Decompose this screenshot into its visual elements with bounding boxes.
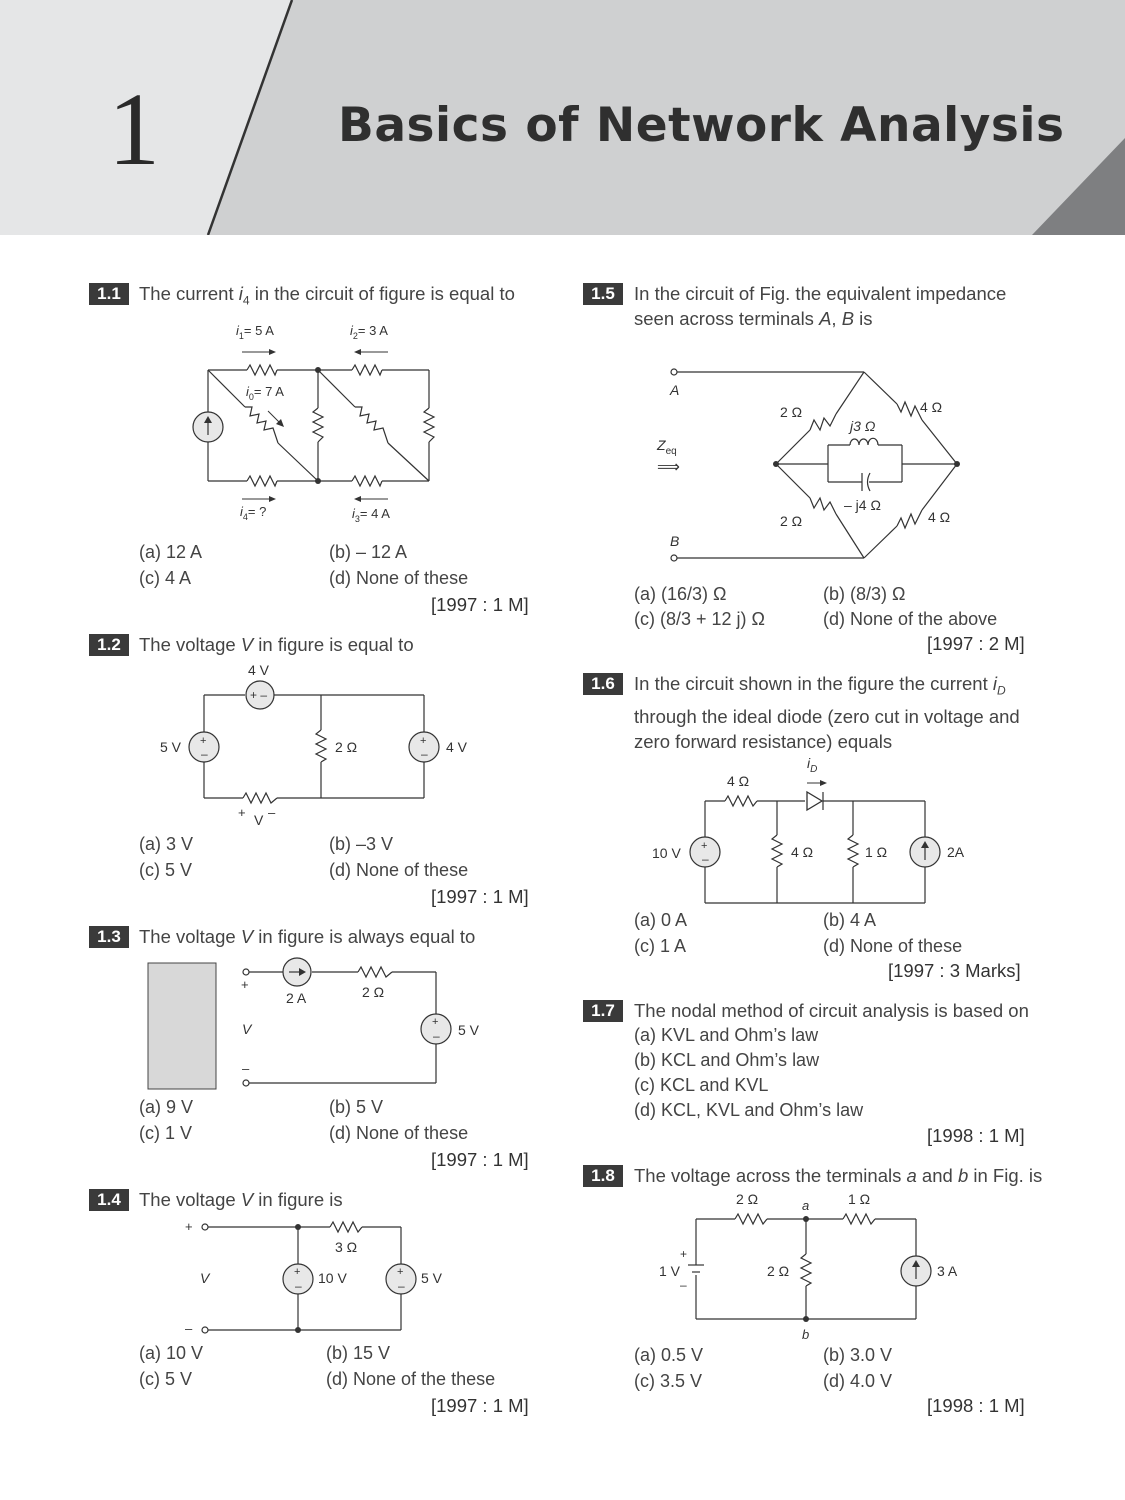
year-tag: [1997 : 1 M] <box>431 886 529 907</box>
circuit-figure-1-1 <box>180 315 460 530</box>
question-text: The voltage across the terminals a and b in Fig. is <box>634 1165 1043 1186</box>
svg-text:4 V: 4 V <box>446 739 468 755</box>
question-number: 1.4 <box>89 1189 129 1211</box>
option-c[interactable]: (c) KCL and KVL <box>634 1075 769 1095</box>
svg-text:i1= 5 A: $i_1= 5$ A <box>236 323 274 341</box>
option-b[interactable]: (b) 15 V <box>326 1343 391 1363</box>
circuit-figure-1-5 <box>650 360 980 570</box>
svg-text:–: – <box>421 747 428 761</box>
svg-text:10 V: 10 V <box>318 1270 347 1286</box>
svg-text:2 A: 2 A <box>286 990 307 1006</box>
svg-text:4 V: 4 V <box>248 662 270 678</box>
svg-text:–: – <box>680 1278 687 1292</box>
year-tag: [1998 : 1 M] <box>927 1395 1025 1416</box>
option-d[interactable]: (d) None of these <box>823 936 963 956</box>
option-b[interactable]: (b) 4 A <box>823 910 877 930</box>
option-d[interactable]: (d) None of the these <box>326 1369 496 1389</box>
svg-text:2 Ω: 2 Ω <box>767 1263 790 1279</box>
question-text: The voltage V in figure is <box>139 1189 343 1210</box>
option-b[interactable]: (b) –3 V <box>329 834 394 854</box>
svg-text:–: – <box>185 1321 193 1336</box>
svg-text:2 Ω: 2 Ω <box>780 404 803 420</box>
svg-text:i4= ?: $i_4=$ ? <box>240 504 267 522</box>
circuit-figure-1-3 <box>140 955 500 1095</box>
option-d[interactable]: (d) 4.0 V <box>823 1371 893 1391</box>
svg-text:a: a <box>802 1198 810 1213</box>
svg-text:+: + <box>432 1016 439 1028</box>
option-d[interactable]: (d) None of the above <box>823 609 998 629</box>
svg-text:–: – <box>201 747 208 761</box>
option-a[interactable]: (a) KVL and Ohm’s law <box>634 1025 819 1045</box>
option-b[interactable]: (b) 3.0 V <box>823 1345 893 1365</box>
svg-text:2 Ω: 2 Ω <box>736 1191 759 1207</box>
question-text: The nodal method of circuit analysis is based on <box>634 1000 1029 1021</box>
question-number: 1.1 <box>89 283 129 305</box>
svg-text:A: A <box>670 382 680 398</box>
svg-text:V: V <box>254 812 264 828</box>
svg-text:–: – <box>242 1061 250 1076</box>
svg-text:+ –: + – <box>250 688 268 702</box>
year-tag: [1997 : 1 M] <box>431 1395 529 1416</box>
svg-text:5 V: 5 V <box>160 739 182 755</box>
question-number: 1.5 <box>583 283 623 305</box>
svg-text:– j4 Ω: – j4 Ω <box>844 497 881 513</box>
option-c[interactable]: (c) (8/3 + 12 j) Ω <box>634 609 765 629</box>
svg-text:i3= 4 A: $i_3= 4$ A <box>352 506 390 524</box>
option-c[interactable]: (c) 5 V <box>139 860 193 880</box>
svg-text:4 Ω: 4 Ω <box>791 844 814 860</box>
svg-text:5 V: 5 V <box>421 1270 443 1286</box>
svg-text:–: – <box>295 1279 302 1293</box>
svg-text:+: + <box>680 1247 688 1261</box>
option-a[interactable]: (a) 3 V <box>139 834 194 854</box>
circuit-figure-1-6 <box>645 755 985 910</box>
question-text: The voltage V in figure is always equal to <box>139 926 476 947</box>
question-text: In the circuit shown in the figure the current $i_D$ through the ideal diode (zero cut in voltage and zero forward resistance) equals <box>634 673 1020 752</box>
option-b[interactable]: (b) – 12 A <box>329 542 408 562</box>
circuit-figure-1-4 <box>180 1212 480 1342</box>
svg-text:+: + <box>238 805 246 820</box>
svg-text:4 Ω: 4 Ω <box>920 399 943 415</box>
option-c[interactable]: (c) 1 V <box>139 1123 193 1143</box>
option-b[interactable]: (b) (8/3) Ω <box>823 584 906 604</box>
option-c[interactable]: (c) 3.5 V <box>634 1371 703 1391</box>
svg-text:2 Ω: 2 Ω <box>362 984 385 1000</box>
svg-text:4 Ω: 4 Ω <box>727 773 750 789</box>
option-b[interactable]: (b) 5 V <box>329 1097 384 1117</box>
svg-text:b: b <box>802 1327 810 1342</box>
svg-text:1 Ω: 1 Ω <box>848 1191 871 1207</box>
option-a[interactable]: (a) (16/3) Ω <box>634 584 727 604</box>
svg-text:–: – <box>433 1029 440 1043</box>
svg-text:3 A: 3 A <box>937 1263 958 1279</box>
option-b[interactable]: (b) KCL and Ohm’s law <box>634 1050 820 1070</box>
svg-text:V: V <box>242 1021 252 1037</box>
svg-text:iD: $i_D$ <box>807 755 818 775</box>
svg-text:+: + <box>701 840 708 852</box>
option-c[interactable]: (c) 4 A <box>139 568 192 588</box>
option-c[interactable]: (c) 1 A <box>634 936 687 956</box>
svg-text:Zeq: $Z_{eq}$ <box>657 437 677 457</box>
svg-text:⟹: ⟹ <box>657 459 680 476</box>
circuit-figure-1-2 <box>150 660 490 830</box>
question-text: The voltage V in figure is equal to <box>139 634 414 655</box>
year-tag: [1997 : 3 Marks] <box>888 960 1021 981</box>
svg-text:10 V: 10 V <box>652 845 681 861</box>
svg-text:–: – <box>702 852 709 866</box>
svg-text:3 Ω: 3 Ω <box>335 1239 358 1255</box>
option-a[interactable]: (a) 9 V <box>139 1097 194 1117</box>
svg-text:–: – <box>398 1279 405 1293</box>
svg-text:4 Ω: 4 Ω <box>928 509 951 525</box>
option-a[interactable]: (a) 0 A <box>634 910 688 930</box>
svg-text:+: + <box>397 1266 404 1278</box>
year-tag: [1997 : 2 M] <box>927 633 1025 654</box>
option-d[interactable]: (d) None of these <box>329 568 469 588</box>
svg-text:j3 Ω: j3 Ω <box>850 418 876 434</box>
svg-text:+: + <box>185 1219 193 1234</box>
question-number: 1.2 <box>89 634 129 656</box>
question-number: 1.3 <box>89 926 129 948</box>
chapter-header <box>0 0 1125 235</box>
question-text: The current $i_4$ in the circuit of figure is equal to <box>139 283 515 308</box>
option-a[interactable]: (a) 12 A <box>139 542 203 562</box>
year-tag: [1998 : 1 M] <box>927 1125 1025 1146</box>
svg-text:+: + <box>241 977 249 992</box>
option-d[interactable]: (d) None of these <box>329 1123 469 1143</box>
chapter-title: Basics of Network Analysis <box>338 98 1065 153</box>
option-a[interactable]: (a) 0.5 V <box>634 1345 704 1365</box>
svg-text:2 Ω: 2 Ω <box>335 739 358 755</box>
svg-text:1 Ω: 1 Ω <box>865 844 888 860</box>
option-c[interactable]: (c) 5 V <box>139 1369 193 1389</box>
svg-text:5 V: 5 V <box>458 1022 480 1038</box>
option-d[interactable]: (d) KCL, KVL and Ohm’s law <box>634 1100 864 1120</box>
year-tag: [1997 : 1 M] <box>431 1149 529 1170</box>
question-number: 1.7 <box>583 1000 623 1022</box>
svg-text:+: + <box>420 735 427 747</box>
chapter-number: 1 <box>108 72 160 187</box>
svg-text:+: + <box>200 735 207 747</box>
svg-text:–: – <box>268 805 276 820</box>
svg-text:+: + <box>294 1266 301 1278</box>
svg-text:2A: 2A <box>947 844 965 860</box>
svg-text:1 V: 1 V <box>659 1263 681 1279</box>
option-d[interactable]: (d) None of these <box>329 860 469 880</box>
svg-text:V: V <box>200 1270 210 1286</box>
svg-text:2 Ω: 2 Ω <box>780 513 803 529</box>
option-a[interactable]: (a) 10 V <box>139 1343 204 1363</box>
question-number: 1.8 <box>583 1165 623 1187</box>
svg-text:B: B <box>670 533 680 549</box>
circuit-figure-1-8 <box>650 1188 980 1348</box>
question-number: 1.6 <box>583 673 623 695</box>
year-tag: [1997 : 1 M] <box>431 594 529 615</box>
svg-text:i2= 3 A: $i_2= 3$ A <box>350 323 388 341</box>
svg-text:i0= 7 A: $i_0= 7$ A <box>246 384 284 402</box>
question-text: In the circuit of Fig. the equivalent impedance seen across terminals A, B is <box>634 283 1007 329</box>
